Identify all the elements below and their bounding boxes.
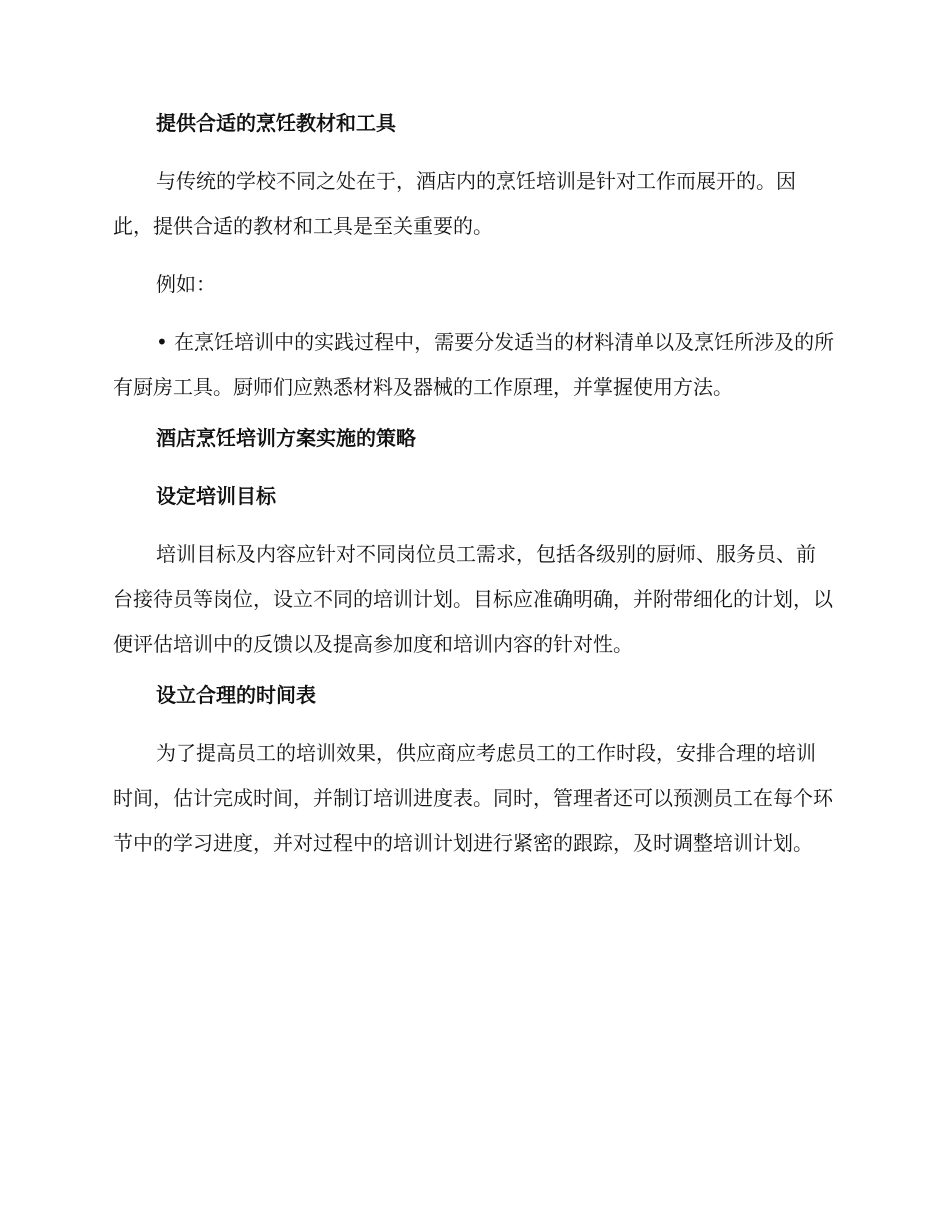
section-heading-schedule: 设立合理的时间表 (156, 683, 316, 707)
paragraph-goals: 培训目标及内容应针对不同岗位员工需求，包括各级别的厨师、服务员、前台接待员等岗位，设立不同的培训计划。目标应准确明确，并附带细化的计划，以便评估培训中的反馈以及提高参加度和培训内容的针对性。 (113, 542, 833, 656)
paragraph-materials-intro: 与传统的学校不同之处在于，酒店内的烹饪培训是针对工作而展开的。因此，提供合适的教材和工具是至关重要的。 (113, 169, 796, 238)
section-heading-materials: 提供合适的烹饪教材和工具 (156, 111, 396, 135)
section-heading-goals: 设定培训目标 (156, 484, 276, 508)
paragraph-schedule: 为了提高员工的培训效果，供应商应考虑员工的工作时段，安排合理的培训时间，估计完成时间，并制订培训进度表。同时，管理者还可以预测员工在每个环节中的学习进度，并对过程中的培训计划进行紧密的跟踪，及时调整培训计划。 (113, 741, 833, 855)
document-body (113, 108, 835, 879)
paragraph-bullet-practice: • 在烹饪培训中的实践过程中，需要分发适当的材料清单以及烹饪所涉及的所有厨房工具。厨师们应熟悉材料及器械的工作原理，并掌握使用方法。 (113, 330, 835, 399)
paragraph-example-label: 例如： (156, 272, 216, 296)
section-heading-strategy: 酒店烹饪培训方案实施的策略 (156, 426, 416, 450)
